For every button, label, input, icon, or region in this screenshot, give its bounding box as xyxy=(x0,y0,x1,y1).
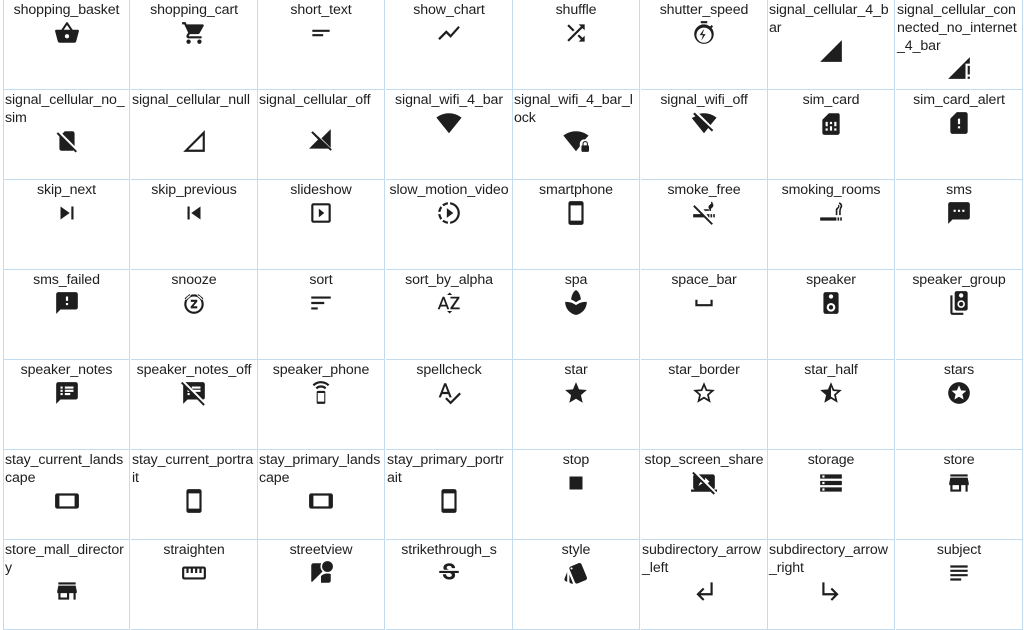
smoking-rooms-icon xyxy=(818,200,844,226)
icon-label: smoking_rooms xyxy=(781,182,881,198)
icon-label: smoke_free xyxy=(667,182,741,198)
icon-cell-subdirectory-arrow-left[interactable] xyxy=(641,540,768,630)
icon-cell-slow-motion-video[interactable] xyxy=(386,180,513,270)
strikethrough-s-icon xyxy=(436,560,462,586)
icon-label: slideshow xyxy=(290,182,352,198)
icon-cell-sort-by-alpha[interactable] xyxy=(386,270,513,360)
icon-label: star_border xyxy=(668,362,740,378)
shopping-basket-icon xyxy=(54,20,80,46)
icon-cell-spa[interactable] xyxy=(513,270,640,360)
signal-wifi-4-bar-lock-icon xyxy=(563,128,589,154)
sort-by-alpha-icon xyxy=(436,290,462,316)
icon-cell-stay-current-portrait[interactable] xyxy=(131,450,258,540)
icon-label: sim_card_alert xyxy=(913,92,1005,108)
star-border-icon xyxy=(691,380,717,406)
icon-cell-straighten[interactable] xyxy=(131,540,258,630)
speaker-notes-off-icon xyxy=(181,380,207,406)
icon-cell-sim-card-alert[interactable] xyxy=(896,90,1023,180)
icon-label: signal_cellular_connected_no_internet_4_bar xyxy=(897,2,1017,54)
smartphone-icon xyxy=(563,200,589,226)
icon-cell-stay-primary-landscape[interactable] xyxy=(258,450,385,540)
icon-label: smartphone xyxy=(539,182,613,198)
signal-cellular-null-icon xyxy=(181,128,207,154)
shutter-speed-icon xyxy=(691,20,717,46)
icon-label: shopping_cart xyxy=(150,2,238,18)
icon-label: shutter_speed xyxy=(659,2,749,18)
icon-label: speaker_phone xyxy=(272,362,370,378)
icon-label: speaker xyxy=(806,272,856,288)
icon-label: speaker_notes_off xyxy=(136,362,252,378)
speaker-notes-icon xyxy=(54,380,80,406)
icon-cell-show-chart[interactable] xyxy=(386,0,513,90)
icon-label: shuffle xyxy=(555,2,597,18)
icon-label: signal_cellular_null xyxy=(132,92,250,108)
icon-cell-sms-failed[interactable] xyxy=(3,270,130,360)
icon-label: stop_screen_share xyxy=(644,452,764,468)
icon-cell-speaker-notes[interactable] xyxy=(3,360,130,450)
subdirectory-arrow-left-icon xyxy=(691,578,717,604)
signal-wifi-off-icon xyxy=(691,110,717,136)
icon-cell-store-mall-directory[interactable] xyxy=(3,540,130,630)
stop-icon xyxy=(563,470,589,496)
icon-label: stay_current_portrait xyxy=(132,452,254,486)
icon-label: stop xyxy=(562,452,590,468)
stay-current-landscape-icon xyxy=(54,488,80,514)
icon-label: store xyxy=(943,452,975,468)
icon-label: sms_failed xyxy=(33,272,100,288)
storage-icon xyxy=(818,470,844,496)
icon-cell-star-border[interactable] xyxy=(641,360,768,450)
icon-cell-speaker-group[interactable] xyxy=(896,270,1023,360)
stop-screen-share-icon xyxy=(691,470,717,496)
icon-label: subdirectory_arrow_left xyxy=(642,542,761,576)
icon-label: sim_card xyxy=(802,92,860,108)
sms-icon xyxy=(946,200,972,226)
icon-label: signal_wifi_4_bar xyxy=(395,92,503,108)
icon-label: short_text xyxy=(290,2,352,18)
streetview-icon xyxy=(308,560,334,586)
icon-label: star_half xyxy=(804,362,858,378)
icon-grid xyxy=(3,0,1024,630)
icon-label: signal_cellular_4_bar xyxy=(769,2,889,36)
sms-failed-icon xyxy=(54,290,80,316)
icon-cell-shopping-basket[interactable] xyxy=(3,0,130,90)
icon-cell-subdirectory-arrow-right[interactable] xyxy=(768,540,895,630)
sort-icon xyxy=(308,290,334,316)
icon-cell-spellcheck[interactable] xyxy=(386,360,513,450)
icon-cell-signal-cellular-4-bar[interactable] xyxy=(768,0,895,90)
icon-cell-signal-wifi-off[interactable] xyxy=(641,90,768,180)
icon-cell-sms[interactable] xyxy=(896,180,1023,270)
icon-label: star xyxy=(564,362,588,378)
space-bar-icon xyxy=(691,290,717,316)
shopping-cart-icon xyxy=(181,20,207,46)
spa-icon xyxy=(563,290,589,316)
icon-cell-stop-screen-share[interactable] xyxy=(641,450,768,540)
icon-label: store_mall_directory xyxy=(5,542,124,576)
icon-cell-star[interactable] xyxy=(513,360,640,450)
icon-cell-smoke-free[interactable] xyxy=(641,180,768,270)
skip-next-icon xyxy=(54,200,80,226)
icon-label: speaker_notes xyxy=(20,362,113,378)
icon-label: subject xyxy=(936,542,982,558)
icon-label: stay_current_landscape xyxy=(5,452,124,486)
icon-label: skip_previous xyxy=(151,182,237,198)
icon-cell-skip-next[interactable] xyxy=(3,180,130,270)
signal-cellular-connected-no-internet-4-bar-icon xyxy=(946,55,972,81)
speaker-phone-icon xyxy=(308,380,334,406)
icon-cell-shuffle[interactable] xyxy=(513,0,640,90)
icon-cell-speaker-phone[interactable] xyxy=(258,360,385,450)
stars-icon xyxy=(946,380,972,406)
icon-label: speaker_group xyxy=(912,272,1006,288)
icon-cell-snooze[interactable] xyxy=(131,270,258,360)
slideshow-icon xyxy=(308,200,334,226)
stay-primary-portrait-icon xyxy=(436,488,462,514)
icon-label: stars xyxy=(943,362,975,378)
straighten-icon xyxy=(181,560,207,586)
sim-card-alert-icon xyxy=(946,110,972,136)
subdirectory-arrow-right-icon xyxy=(818,578,844,604)
icon-label: spellcheck xyxy=(416,362,482,378)
icon-label: show_chart xyxy=(413,2,485,18)
icon-cell-stop[interactable] xyxy=(513,450,640,540)
icon-cell-signal-wifi-4-bar[interactable] xyxy=(386,90,513,180)
icon-label: signal_cellular_no_sim xyxy=(5,92,125,126)
icon-cell-streetview[interactable] xyxy=(258,540,385,630)
icon-cell-slideshow[interactable] xyxy=(258,180,385,270)
speaker-group-icon xyxy=(946,290,972,316)
short-text-icon xyxy=(308,20,334,46)
icon-cell-storage[interactable] xyxy=(768,450,895,540)
icon-label: stay_primary_portrait xyxy=(387,452,504,486)
icon-label: snooze xyxy=(171,272,217,288)
icon-cell-smoking-rooms[interactable] xyxy=(768,180,895,270)
icon-label: spa xyxy=(564,272,588,288)
subject-icon xyxy=(946,560,972,586)
icon-cell-stay-primary-portrait[interactable] xyxy=(386,450,513,540)
icon-cell-space-bar[interactable] xyxy=(641,270,768,360)
icon-cell-signal-cellular-connected-no-internet-4-bar[interactable] xyxy=(896,0,1023,90)
skip-previous-icon xyxy=(181,200,207,226)
style-icon xyxy=(563,560,589,586)
icon-cell-signal-wifi-4-bar-lock[interactable] xyxy=(513,90,640,180)
sim-card-icon xyxy=(818,110,844,136)
icon-cell-star-half[interactable] xyxy=(768,360,895,450)
signal-cellular-4-bar-icon xyxy=(818,38,844,64)
icon-cell-subject[interactable] xyxy=(896,540,1023,630)
store-icon xyxy=(946,470,972,496)
icon-label: subdirectory_arrow_right xyxy=(769,542,888,576)
icon-cell-sort[interactable] xyxy=(258,270,385,360)
star-icon xyxy=(563,380,589,406)
signal-cellular-off-icon xyxy=(308,128,334,154)
icon-label: shopping_basket xyxy=(13,2,120,18)
icon-label: style xyxy=(561,542,591,558)
icon-cell-signal-cellular-off[interactable] xyxy=(258,90,385,180)
icon-label: straighten xyxy=(163,542,225,558)
icon-label: space_bar xyxy=(671,272,737,288)
icon-cell-shutter-speed[interactable] xyxy=(641,0,768,90)
icon-cell-speaker[interactable] xyxy=(768,270,895,360)
icon-cell-stay-current-landscape[interactable] xyxy=(3,450,130,540)
icon-cell-sim-card[interactable] xyxy=(768,90,895,180)
signal-wifi-4-bar-icon xyxy=(436,110,462,136)
icon-label: sms xyxy=(946,182,972,198)
speaker-icon xyxy=(818,290,844,316)
spellcheck-icon xyxy=(436,380,462,406)
icon-label: signal_cellular_off xyxy=(259,92,371,108)
icon-label: signal_wifi_4_bar_lock xyxy=(514,92,633,126)
signal-cellular-no-sim-icon xyxy=(54,128,80,154)
icon-cell-stars[interactable] xyxy=(896,360,1023,450)
stay-primary-landscape-icon xyxy=(308,488,334,514)
icon-label: skip_next xyxy=(36,182,97,198)
slow-motion-video-icon xyxy=(436,200,462,226)
icon-cell-speaker-notes-off[interactable] xyxy=(131,360,258,450)
icon-cell-style[interactable] xyxy=(513,540,640,630)
shuffle-icon xyxy=(563,20,589,46)
icon-label: slow_motion_video xyxy=(389,182,509,198)
icon-label: signal_wifi_off xyxy=(660,92,748,108)
stay-current-portrait-icon xyxy=(181,488,207,514)
icon-cell-short-text[interactable] xyxy=(258,0,385,90)
show-chart-icon xyxy=(436,20,462,46)
icon-cell-smartphone[interactable] xyxy=(513,180,640,270)
icon-cell-signal-cellular-no-sim[interactable] xyxy=(3,90,130,180)
store-mall-directory-icon xyxy=(54,578,80,604)
icon-label: sort xyxy=(309,272,333,288)
icon-label: storage xyxy=(807,452,855,468)
icon-cell-shopping-cart[interactable] xyxy=(131,0,258,90)
smoke-free-icon xyxy=(691,200,717,226)
icon-cell-signal-cellular-null[interactable] xyxy=(131,90,258,180)
star-half-icon xyxy=(818,380,844,406)
icon-cell-strikethrough-s[interactable] xyxy=(386,540,513,630)
icon-label: streetview xyxy=(289,542,353,558)
snooze-icon xyxy=(181,290,207,316)
icon-label: stay_primary_landscape xyxy=(259,452,381,486)
icon-cell-skip-previous[interactable] xyxy=(131,180,258,270)
icon-label: strikethrough_s xyxy=(401,542,497,558)
icon-cell-store[interactable] xyxy=(896,450,1023,540)
icon-label: sort_by_alpha xyxy=(405,272,493,288)
